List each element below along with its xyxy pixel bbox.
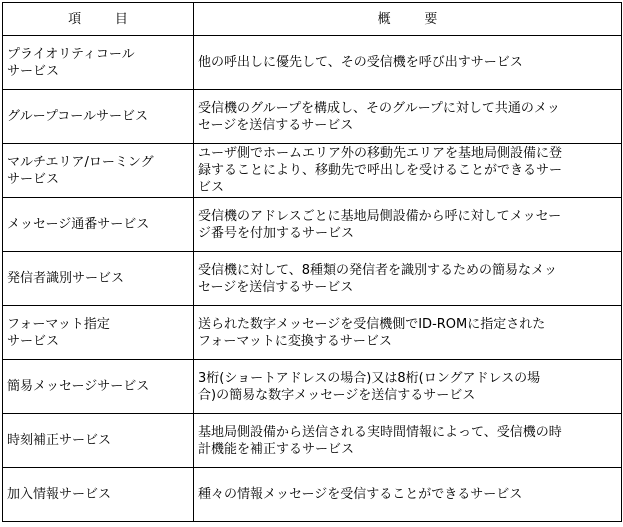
table-row [3, 306, 622, 360]
service-description-cell [194, 468, 622, 522]
service-name-cell [3, 306, 194, 360]
table-row [3, 144, 622, 198]
service-name-cell [3, 468, 194, 522]
table-row [3, 36, 622, 90]
header-item-char-1: 項 [68, 11, 82, 27]
service-description: 基地局側設備から送信される実時間情報によって、受信機の時 計機能を補正するサービス [198, 424, 562, 457]
service-name: メッセージ通番サービス [7, 217, 150, 232]
service-description: 他の呼出しに優先して、その受信機を呼び出すサービス [198, 55, 523, 70]
service-description-cell [194, 306, 622, 360]
service-name: プライオリティコール サービス [7, 46, 135, 79]
service-name: マルチエリア/ローミング サービス [7, 154, 154, 187]
table-row [3, 90, 622, 144]
service-name: 時刻補正サービス [7, 433, 112, 448]
service-name-cell [3, 36, 194, 90]
table-row [3, 468, 622, 522]
table-row [3, 252, 622, 306]
service-description-cell [194, 198, 622, 252]
service-description-cell [194, 90, 622, 144]
service-description: 受信機に対して、8種類の発信者を識別するための簡易なメッ セージを送信するサービス [198, 262, 558, 295]
service-name: 加入情報サービス [7, 487, 112, 502]
table-row [3, 414, 622, 468]
service-description-cell [194, 360, 622, 414]
service-name-cell [3, 252, 194, 306]
service-name: 発信者識別サービス [7, 271, 125, 286]
service-name-cell [3, 144, 194, 198]
service-description: 受信機のグループを構成し、そのグループに対して共通のメッ セージを送信するサービス [198, 100, 560, 133]
table-row [3, 360, 622, 414]
service-description: 種々の情報メッセージを受信することができるサービス [198, 487, 523, 502]
service-name-cell [3, 90, 194, 144]
service-name: フォーマット指定 サービス [7, 316, 110, 349]
service-description-cell [194, 414, 622, 468]
service-description: 送られた数字メッセージを受信機側でID-ROMに指定された フォーマットに変換するサービス [198, 316, 546, 349]
service-name: 簡易メッセージサービス [7, 379, 150, 394]
header-item [3, 3, 194, 36]
table-row [3, 198, 622, 252]
service-description-cell [194, 36, 622, 90]
header-overview [194, 3, 622, 36]
service-description: ユーザ側でホームエリア外の移動先エリアを基地局側設備に登 録することにより、移動先で呼出しを受けることができるサー ビス [198, 146, 563, 195]
header-overview-char-1: 概 [377, 11, 391, 27]
service-description: 受信機のアドレスごとに基地局側設備から呼に対してメッセー ジ番号を付加するサービス [198, 208, 562, 241]
service-name: グループコールサービス [7, 109, 149, 124]
service-name-cell [3, 360, 194, 414]
service-name-cell [3, 198, 194, 252]
service-description-cell [194, 144, 622, 198]
service-table [2, 2, 622, 522]
header-overview-char-2: 要 [424, 11, 438, 27]
table-header-row [3, 3, 622, 36]
service-name-cell [3, 414, 194, 468]
service-description: 3桁(ショートアドレスの場合)又は8桁(ロングアドレスの場 合)の簡易な数字メッセージを送信するサービス [198, 370, 541, 403]
service-description-cell [194, 252, 622, 306]
header-item-char-2: 目 [114, 11, 128, 27]
